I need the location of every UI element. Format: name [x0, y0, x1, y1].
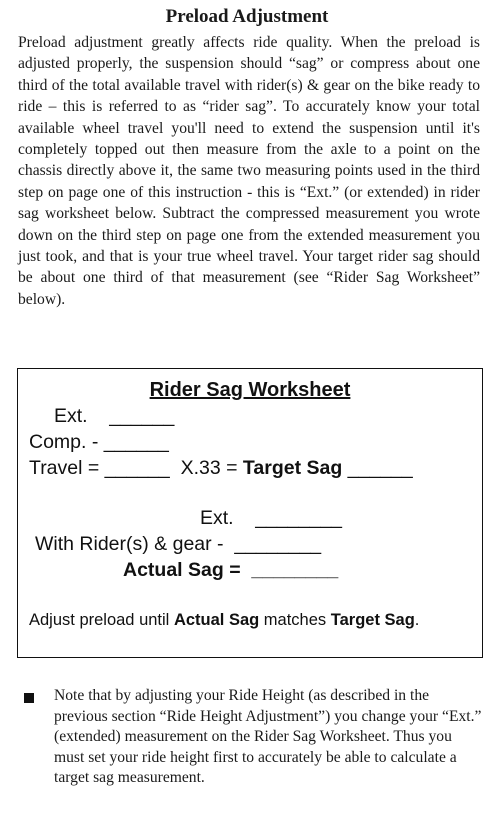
- worksheet-title: Rider Sag Worksheet: [149, 379, 351, 401]
- ext-line: Ext. ______: [54, 405, 175, 427]
- target-sag-label: Target Sag: [242, 457, 343, 479]
- footer-actual-sag: Actual Sag: [173, 611, 260, 629]
- bullet-square-icon: [24, 693, 34, 703]
- target-sag-blank: ______: [342, 457, 413, 479]
- footer-text-2: matches: [259, 611, 331, 629]
- footer-text-3: .: [414, 611, 420, 629]
- note-paragraph: Note that by adjusting your Ride Height (as described in the previous section “Ride Height Adjustment”) you change your “Ext.” (extended) measurement on the Rider Sag Worksheet. Thus you must set your ride height first to accurately be able to calculate a target sag measurement.: [54, 687, 482, 786]
- rider-sag-worksheet: [17, 368, 483, 658]
- intro-paragraph: Preload adjustment greatly affects ride quality. When the preload is adjusted properly, the suspension should “sag” or compress about one third of the total available travel with rider(s) & gear on the bike ready to ride – this is referred to as “rider sag”. To accurately know your total available wheel travel you'll need to extend the suspension until it's completely topped out then measure from the axle to a point on the chassis directly above it, the same two measuring points used in the third step on page one of this instruction - this is “Ext.” (or extended) in rider sag worksheet below. Subtract the compressed measurement you wrote down on the third step on page one from the extended measurement you just took, and that is your true wheel travel. Your target rider sag should be about one third of that measurement (see “Rider Sag Worksheet” below).: [18, 34, 480, 308]
- page-title: Preload Adjustment: [165, 6, 329, 27]
- footer-target-sag: Target Sag: [330, 611, 415, 629]
- rider-gear-line: With Rider(s) & gear - ________: [35, 533, 322, 555]
- comp-line: Comp. - ______: [29, 431, 169, 453]
- footer-text-1: Adjust preload until: [29, 611, 174, 629]
- travel-text: Travel = ______ X.33 =: [29, 457, 243, 479]
- worksheet-footer: [29, 611, 419, 630]
- ext-line-2: Ext. ________: [200, 507, 343, 529]
- actual-sag-line: Actual Sag = ________: [123, 559, 339, 581]
- travel-line: [29, 457, 413, 480]
